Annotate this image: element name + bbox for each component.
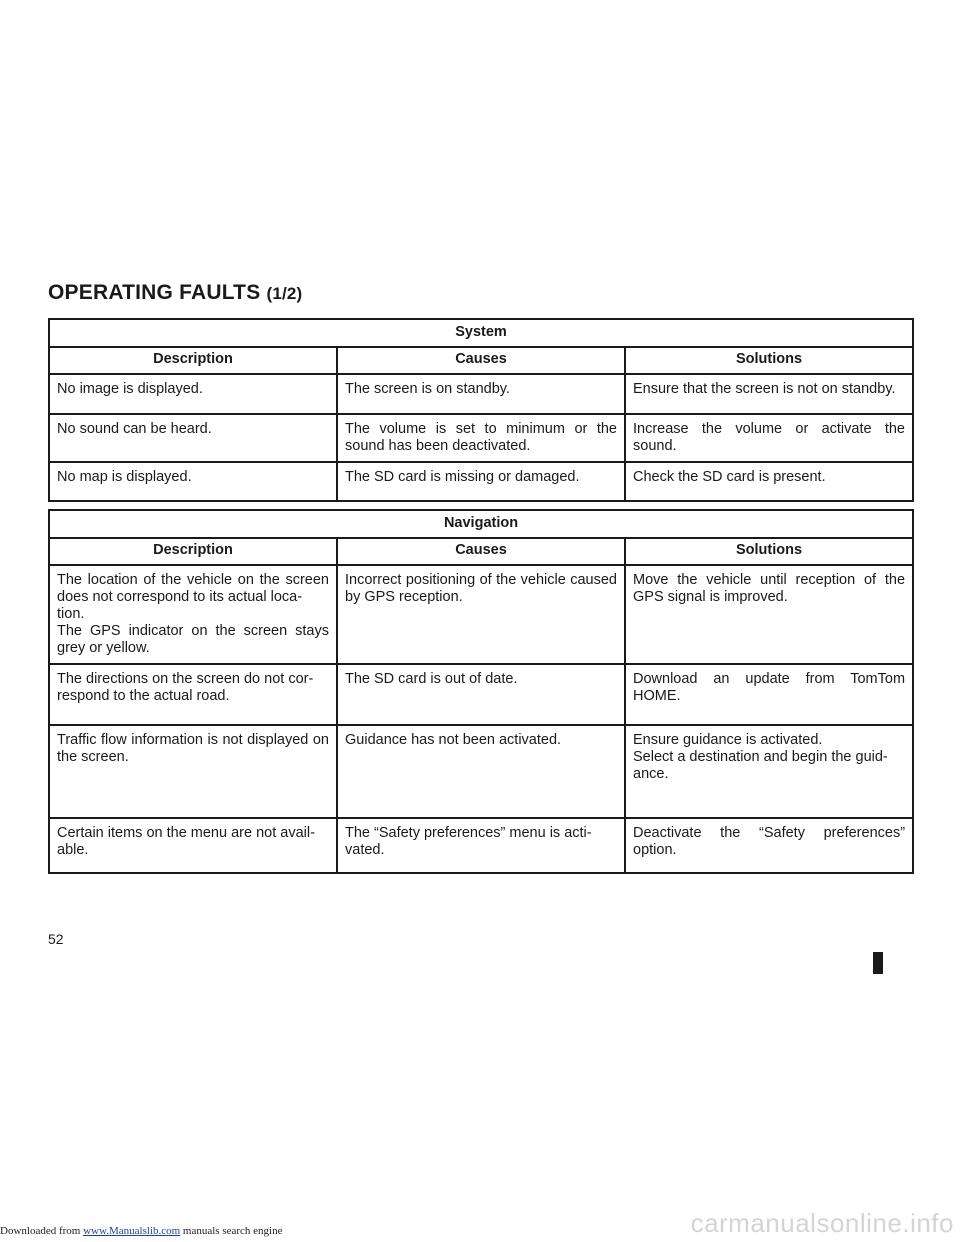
solution-cell: Ensure guidance is activated. Select a destination and begin the guid- ance. [625,725,913,818]
page-title-part: (1/2) [266,284,303,303]
source-link[interactable]: www.Manualslib.com [83,1225,181,1237]
download-source-footer [0,1225,282,1237]
table-row [49,414,913,462]
description-cell: Traffic flow information is not displayed on the screen. [49,725,337,818]
footer-suffix: manuals search engine [182,1225,283,1237]
footer-prefix: Downloaded from [0,1225,81,1237]
solution-cell: Ensure that the screen is not on standby. [625,374,913,414]
table-group-heading: System [49,319,913,347]
solution-cell: Deactivate the “Safety preferences” option. [625,818,913,873]
cause-cell: Incorrect positioning of the vehicle caused by GPS reception. [337,565,625,664]
solution-cell: Check the SD card is present. [625,462,913,501]
description-cell: The location of the vehicle on the screen does not correspond to its actual loca- tion. The GPS indicator on the screen stays grey or yellow. [49,565,337,664]
column-header-description: Description [49,538,337,565]
watermark: carmanualsonline.info [690,1208,954,1238]
cause-cell: The volume is set to minimum or the sound has been deactivated. [337,414,625,462]
solution-cell: Move the vehicle until reception of the GPS signal is improved. [625,565,913,664]
column-header-description: Description [49,347,337,374]
column-header-causes: Causes [337,538,625,565]
page-number: 52 [48,931,64,947]
page-title-text: OPERATING FAULTS [48,281,261,304]
cause-cell: The “Safety preferences” menu is acti- vated. [337,818,625,873]
cause-cell: The SD card is out of date. [337,664,625,725]
table-row [49,374,913,414]
column-header-solutions: Solutions [625,538,913,565]
table-row [49,664,913,725]
description-cell: No map is displayed. [49,462,337,501]
cause-cell: The SD card is missing or damaged. [337,462,625,501]
description-cell: No sound can be heard. [49,414,337,462]
column-header-causes: Causes [337,347,625,374]
description-cell: No image is displayed. [49,374,337,414]
column-header-solutions: Solutions [625,347,913,374]
cause-cell: Guidance has not been activated. [337,725,625,818]
description-cell: The directions on the screen do not cor- respond to the actual road. [49,664,337,725]
table-row [49,725,913,818]
table-group-heading: Navigation [49,510,913,538]
section-end-marker [873,952,883,974]
table-row [49,462,913,501]
cause-cell: The screen is on standby. [337,374,625,414]
table-row [49,818,913,873]
table-row [49,565,913,664]
navigation-faults-table [48,509,914,874]
solution-cell: Download an update from TomTom HOME. [625,664,913,725]
description-cell: Certain items on the menu are not avail- able. [49,818,337,873]
system-faults-table [48,318,914,502]
page-title [48,281,302,305]
solution-cell: Increase the volume or activate the sound. [625,414,913,462]
